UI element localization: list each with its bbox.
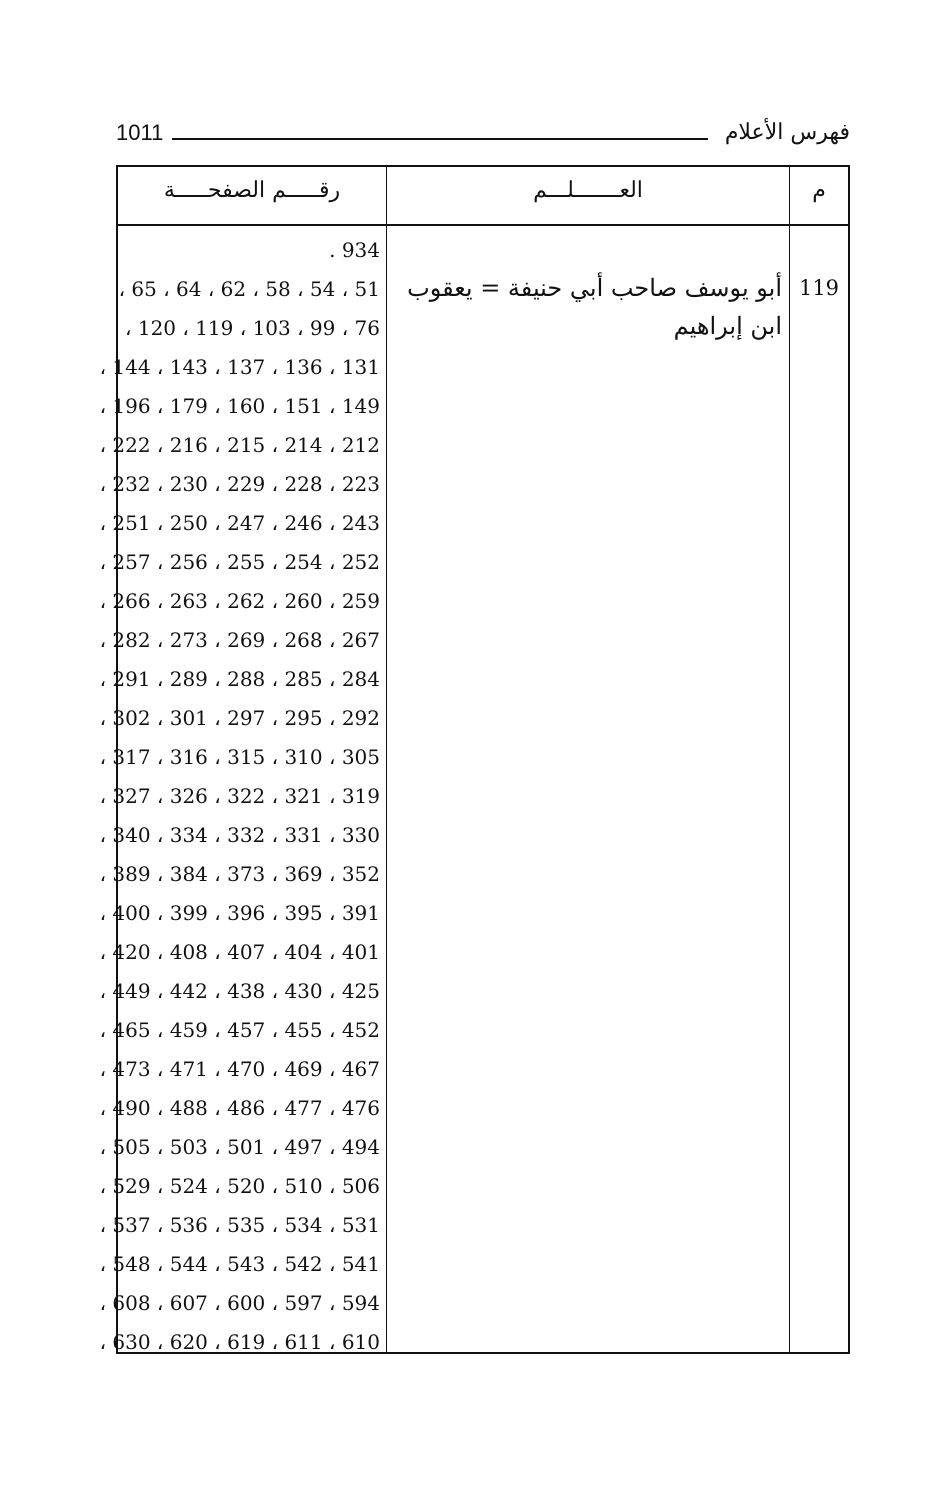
column-divider-pages [386,167,387,1352]
header-number: م [812,178,826,203]
page-number: 1011 [116,120,164,145]
header-pages: رقـــــم الصفحـــــة [163,178,341,203]
page-line: 252 ، 254 ، 255 ، 256 ، 257 ، [99,550,380,574]
page-line: 506 ، 510 ، 520 ، 524 ، 529 ، [99,1174,380,1198]
header-rule [172,138,708,140]
running-head [116,118,850,148]
page-numbers-list [99,231,386,1362]
entry-name-line1: أبو يوسف صاحب أبي حنيفة = يعقوب [407,274,782,302]
page-line: 610 ، 611 ، 619 ، 620 ، 630 ، [99,1330,380,1354]
page-line: 452 ، 455 ، 457 ، 459 ، 465 ، [99,1018,380,1042]
header-name: العـــــــلـــم [533,178,643,203]
page-line: 934 . [329,238,380,262]
page-line: 476 ، 477 ، 486 ، 488 ، 490 ، [99,1096,380,1120]
page-line: 531 ، 534 ، 535 ، 536 ، 537 ، [99,1213,380,1237]
entry-number: 119 [798,276,840,300]
page-line: 259 ، 260 ، 262 ، 263 ، 266 ، [99,589,380,613]
page-line: 131 ، 136 ، 137 ، 143 ، 144 ، [99,355,380,379]
header-row-divider [118,224,848,226]
page-line: 425 ، 430 ، 438 ، 442 ، 449 ، [99,979,380,1003]
page-line: 467 ، 469 ، 470 ، 471 ، 473 ، [99,1057,380,1081]
page-line: 51 ، 54 ، 58 ، 62 ، 64 ، 65 ، [118,277,380,301]
page-line: 494 ، 497 ، 501 ، 503 ، 505 ، [99,1135,380,1159]
page-line: 267 ، 268 ، 269 ، 273 ، 282 ، [99,628,380,652]
page-line: 401 ، 404 ، 407 ، 408 ، 420 ، [99,940,380,964]
index-title: فهرس الأعلام [724,120,850,145]
page-line: 76 ، 99 ، 103 ، 119 ، 120 ، [125,316,380,340]
page-line: 284 ، 285 ، 288 ، 289 ، 291 ، [99,667,380,691]
page-line: 541 ، 542 ، 543 ، 544 ، 548 ، [99,1252,380,1276]
entry-name [392,269,782,345]
page-line: 305 ، 310 ، 315 ، 316 ، 317 ، [99,745,380,769]
page-line: 352 ، 369 ، 373 ، 384 ، 389 ، [99,862,380,886]
page-line: 594 ، 597 ، 600 ، 607 ، 608 ، [99,1291,380,1315]
entry-name-line2: ابن إبراهيم [673,312,782,340]
page-line: 243 ، 246 ، 247 ، 250 ، 251 ، [99,511,380,535]
page-line: 212 ، 214 ، 215 ، 216 ، 222 ، [99,433,380,457]
page-line: 292 ، 295 ، 297 ، 301 ، 302 ، [99,706,380,730]
page-line: 149 ، 151 ، 160 ، 179 ، 196 ، [99,394,380,418]
page-line: 330 ، 331 ، 332 ، 334 ، 340 ، [99,823,380,847]
page-line: 223 ، 228 ، 229 ، 230 ، 232 ، [99,472,380,496]
page-line: 319 ، 321 ، 322 ، 326 ، 327 ، [99,784,380,808]
column-divider-number [789,167,790,1352]
page-line: 391 ، 395 ، 396 ، 399 ، 400 ، [99,901,380,925]
index-table [99,165,850,1354]
